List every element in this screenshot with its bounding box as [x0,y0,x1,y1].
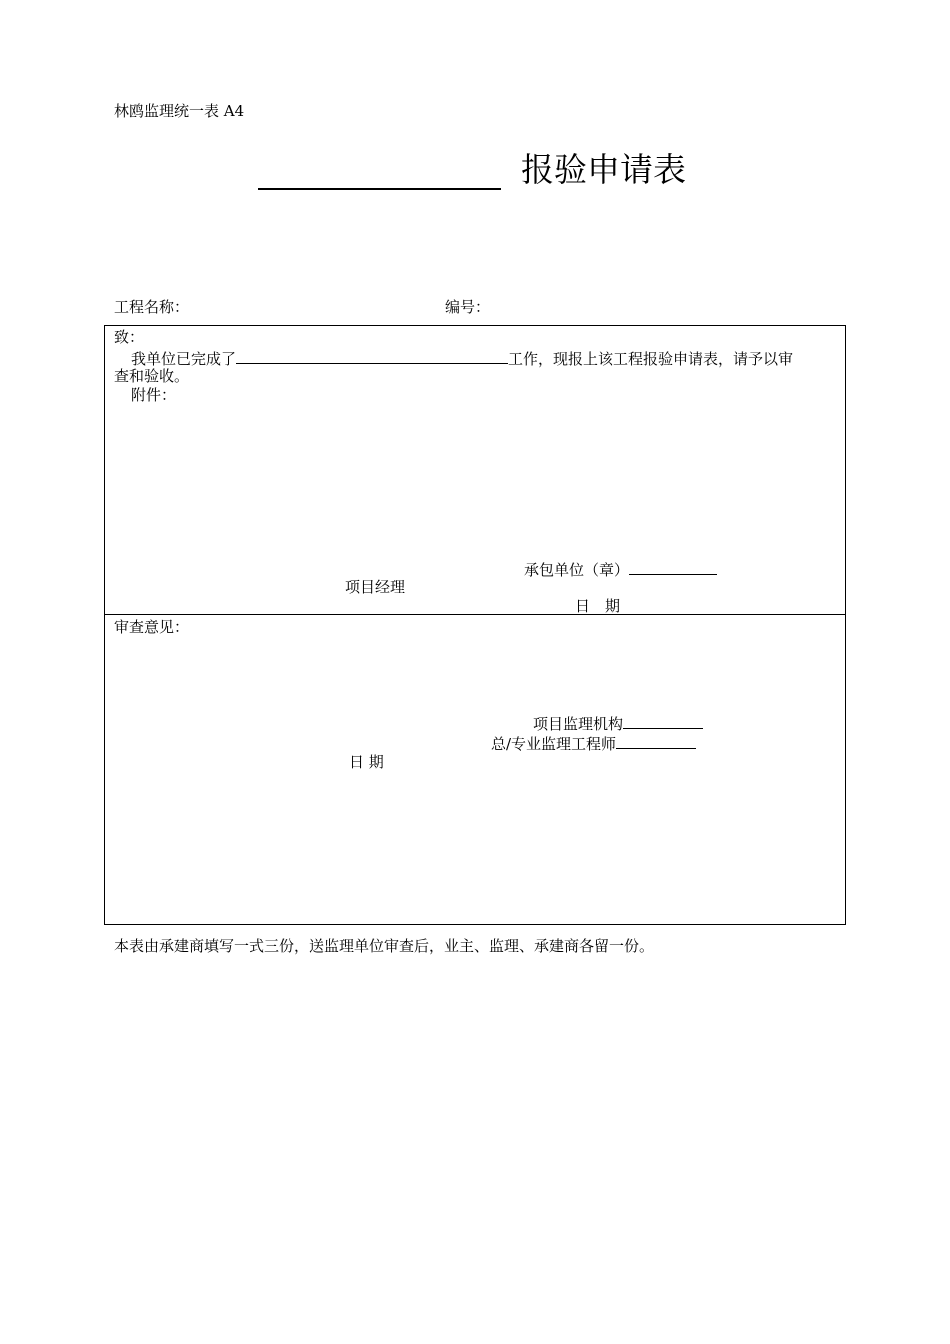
footnote: 本表由承建商填写一式三份，送监理单位审查后，业主、监理、承建商各留一份。 [114,937,655,955]
contractor-blank-field[interactable] [629,559,717,575]
to-label: 致： [114,328,145,346]
review-section [104,614,846,925]
attachment-label: 附件： [131,386,177,404]
body-suffix: 工作，现报上该工程报验申请表，请予以审 [508,350,794,368]
body-line-1 [131,347,793,368]
application-section [104,325,846,615]
supervisor-org-signature [533,713,703,733]
title-blank-line[interactable] [258,155,501,190]
project-name-label: 工程名称： [114,298,190,316]
applicant-date-label: 日 期 [575,597,621,615]
contractor-signature [524,559,717,579]
serial-number-label: 编号： [445,298,491,316]
form-title [258,150,686,190]
supervisor-engineer-label: 总/专业监理工程师 [491,735,617,753]
review-opinion-label: 审查意见： [114,618,190,636]
supervisor-engineer-blank-field[interactable] [616,733,696,749]
contractor-label: 承包单位（章） [524,561,630,579]
supervisor-org-blank-field[interactable] [623,713,703,729]
project-manager-label: 项目经理 [345,578,406,596]
supervisor-engineer-signature [491,733,696,753]
work-blank-field[interactable] [236,347,508,364]
form-code: 林鸥监理统一表 A4 [114,102,245,120]
supervisor-org-label: 项目监理机构 [533,715,624,733]
body-prefix: 我单位已完成了 [131,350,237,368]
body-line-2: 查和验收。 [114,367,190,385]
title-text: 报验申请表 [521,150,686,189]
review-date-label: 日 期 [349,753,384,771]
